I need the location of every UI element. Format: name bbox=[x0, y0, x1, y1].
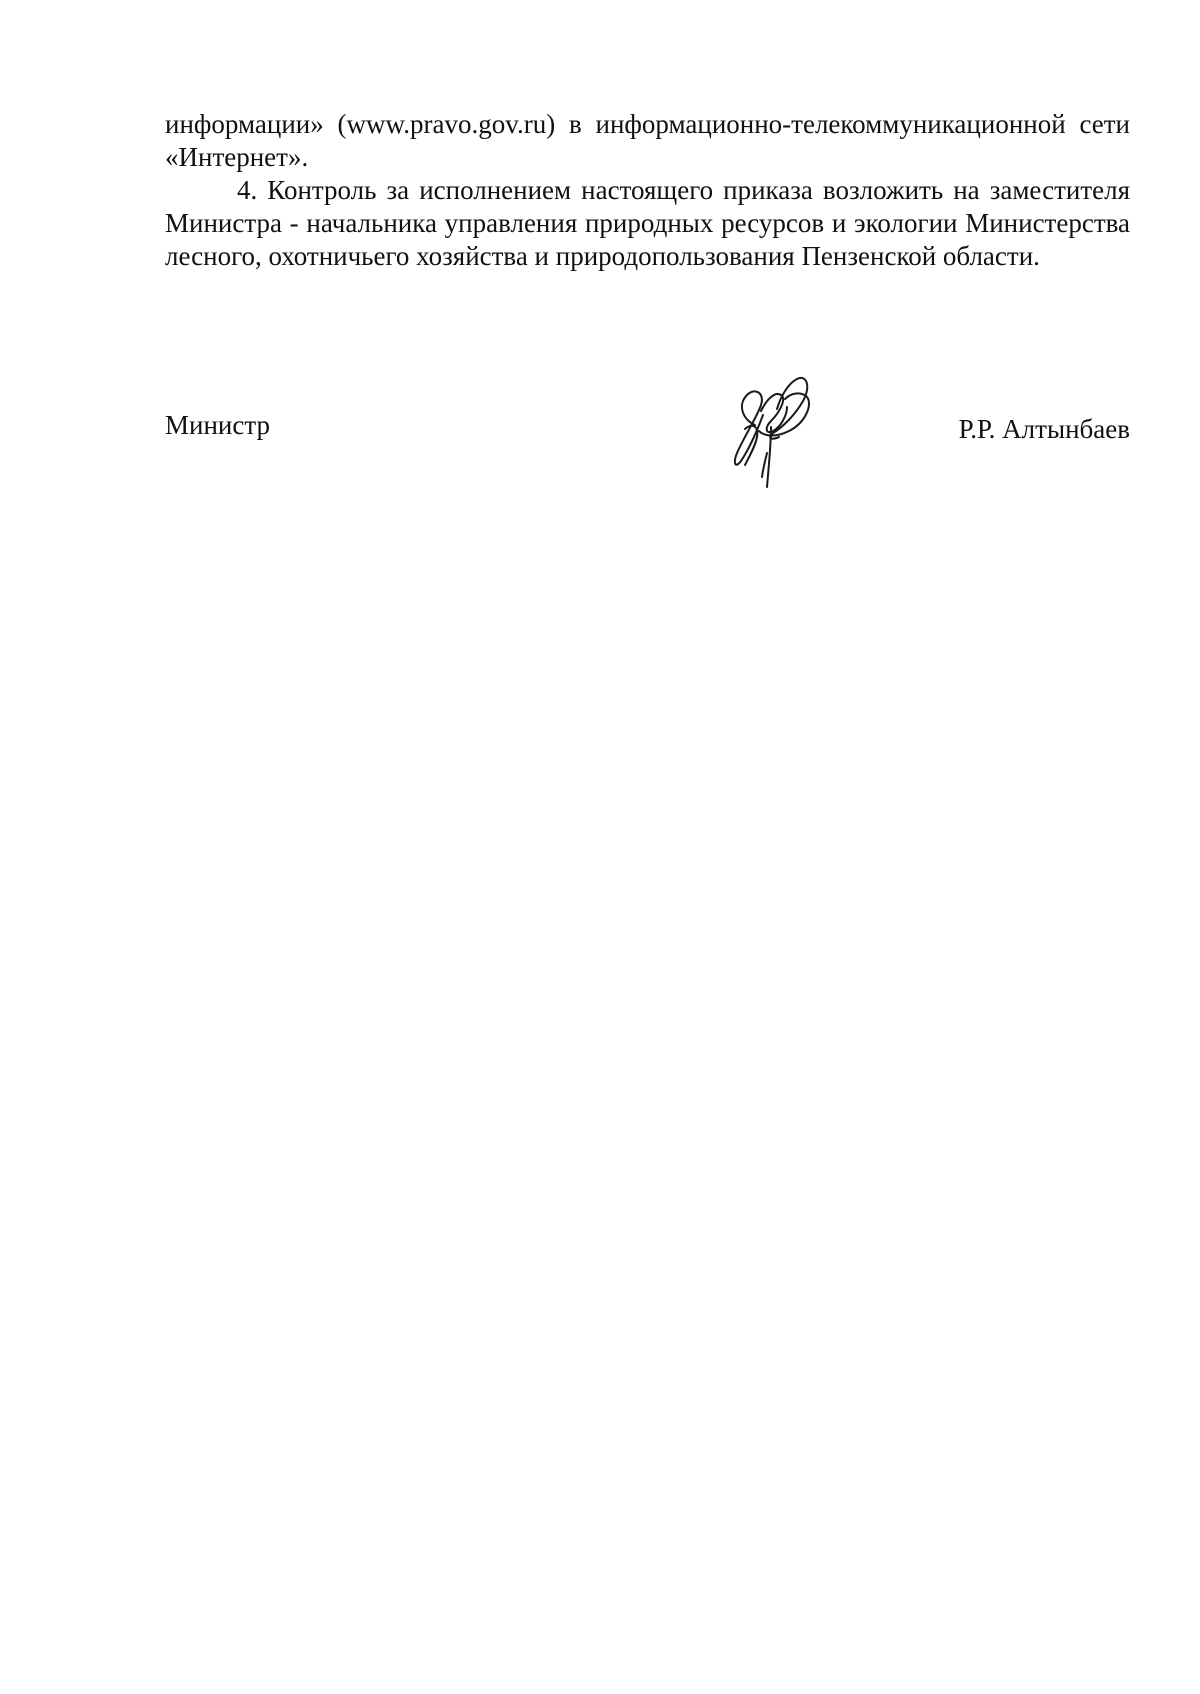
signatory-position: Министр bbox=[165, 410, 270, 440]
handwritten-signature-icon bbox=[715, 365, 825, 490]
document-body bbox=[165, 108, 1130, 273]
paragraph-item-4-control: 4. Контроль за исполнением настоящего приказа возложить на заместителя Министра - начальника управления природных ресурсов и экологии Министерства лесного, охотничьего хозяйства и природопользования Пензенской области. bbox=[165, 175, 1130, 271]
paragraph-publication-info: информации» (www.pravo.gov.ru) в информационно-телекоммуникационной сети «Интернет». bbox=[165, 109, 1130, 172]
signature-block bbox=[165, 405, 1130, 485]
signatory-name: Р.Р. Алтынбаев bbox=[958, 414, 1130, 444]
